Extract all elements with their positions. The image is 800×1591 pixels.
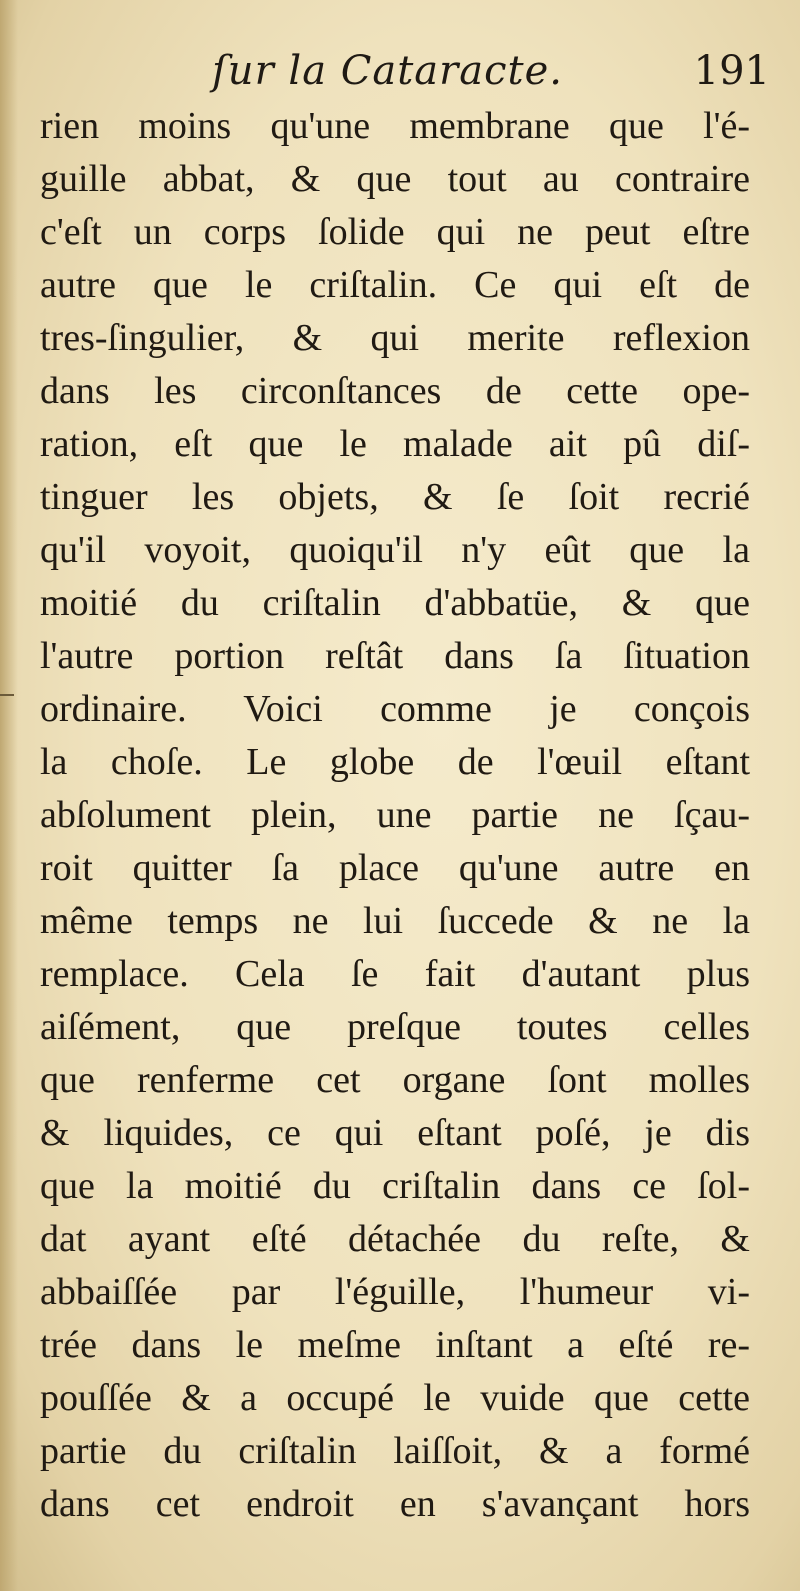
text-line: autre que le criſtalin. Ce qui eſt de xyxy=(40,264,750,306)
text-line: trée dans le meſme inſtant a eſté re- xyxy=(40,1324,750,1366)
margin-mark xyxy=(0,694,14,696)
text-line: tinguer les objets, & ſe ſoit recrié xyxy=(40,476,750,518)
text-line: l'autre portion reſtât dans ſa ſituation xyxy=(40,635,750,677)
text-line: la choſe. Le globe de l'œuil eſtant xyxy=(40,741,750,783)
page-number: 191 xyxy=(693,48,770,94)
text-line: dans cet endroit en s'avançant hors xyxy=(40,1483,750,1525)
text-line: dat ayant eſté détachée du reſte, & xyxy=(40,1218,750,1260)
text-line: remplace. Cela ſe fait d'autant plus xyxy=(40,953,750,995)
text-line: même temps ne lui ſuccede & ne la xyxy=(40,900,750,942)
text-line: aiſément, que preſque toutes celles xyxy=(40,1006,750,1048)
page-header xyxy=(40,40,770,100)
text-line: pouſſée & a occupé le vuide que cette xyxy=(40,1377,750,1419)
body-text xyxy=(40,100,750,1531)
text-line: abſolument plein, une partie ne ſçau- xyxy=(40,794,750,836)
text-line: c'eſt un corps ſolide qui ne peut eſtre xyxy=(40,211,750,253)
text-line: ration, eſt que le malade ait pû diſ- xyxy=(40,423,750,465)
text-line: & liquides, ce qui eſtant poſé, je dis xyxy=(40,1112,750,1154)
text-line: dans les circonſtances de cette ope- xyxy=(40,370,750,412)
text-line: partie du criſtalin laiſſoit, & a formé xyxy=(40,1430,750,1472)
text-line: que la moitié du criſtalin dans ce ſol- xyxy=(40,1165,750,1207)
text-line: rien moins qu'une membrane que l'é- xyxy=(40,105,750,147)
text-line: roit quitter ſa place qu'une autre en xyxy=(40,847,750,889)
text-line: qu'il voyoit, quoiqu'il n'y eût que la xyxy=(40,529,750,571)
text-line: tres-ſingulier, & qui merite reflexion xyxy=(40,317,750,359)
text-line: que renferme cet organe ſont molles xyxy=(40,1059,750,1101)
text-line: ordinaire. Voici comme je conçois xyxy=(40,688,750,730)
text-line: abbaiſſée par l'éguille, l'humeur vi- xyxy=(40,1271,750,1313)
text-line: moitié du criſtalin d'abbatüe, & que xyxy=(40,582,750,624)
running-head: ſur la Cataracte. xyxy=(212,48,563,94)
text-line: guille abbat, & que tout au contraire xyxy=(40,158,750,200)
